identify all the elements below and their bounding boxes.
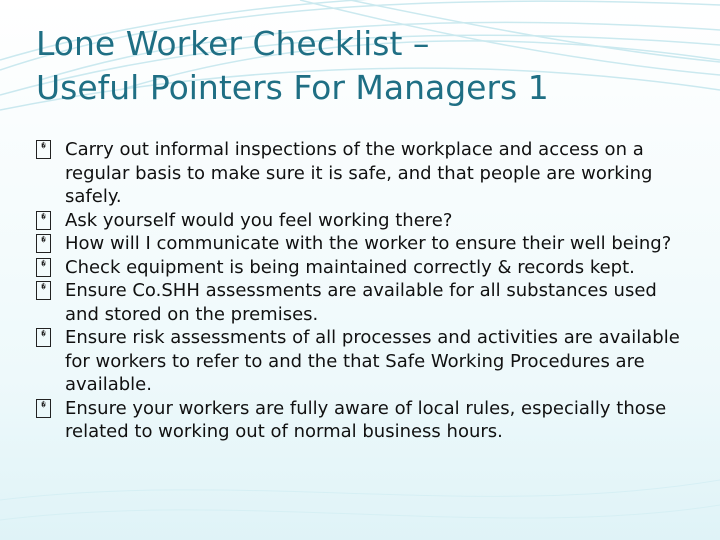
bullet-item: [36, 279, 696, 326]
bullet-marker-icon: �: [36, 258, 51, 277]
bullet-item: [36, 138, 696, 209]
bullet-list: [36, 138, 696, 444]
bullet-marker-icon: �: [36, 234, 51, 253]
bullet-marker-icon: �: [36, 281, 51, 300]
bullet-item: [36, 232, 696, 256]
bullet-text: Ensure risk assessments of all processes and activities are available for workers to refer to and the that Safe Working Procedures are available.: [65, 327, 680, 395]
bullet-item: [36, 256, 696, 280]
title-line-1: Lone Worker Checklist –: [36, 24, 430, 63]
slide-title: [36, 22, 696, 110]
bullet-text: Check equipment is being maintained correctly & records kept.: [65, 256, 635, 278]
bullet-marker-icon: �: [36, 328, 51, 347]
bullet-item: [36, 209, 696, 233]
title-line-2: Useful Pointers For Managers 1: [36, 68, 549, 107]
bullet-item: [36, 326, 696, 397]
bullet-marker-icon: �: [36, 140, 51, 159]
bullet-text: Ensure Co.SHH assessments are available for all substances used and stored on the premises.: [65, 280, 657, 325]
bullet-marker-icon: �: [36, 211, 51, 230]
bullet-marker-icon: �: [36, 399, 51, 418]
bullet-text: Carry out informal inspections of the workplace and access on a regular basis to make sure it is safe, and that people are working safely.: [65, 139, 653, 207]
bullet-text: Ask yourself would you feel working there?: [65, 209, 453, 231]
bullet-text: How will I communicate with the worker to ensure their well being?: [65, 233, 672, 254]
bullet-item: [36, 397, 696, 444]
bullet-text: Ensure your workers are fully aware of local rules, especially those related to working out of normal business hours.: [65, 397, 667, 442]
